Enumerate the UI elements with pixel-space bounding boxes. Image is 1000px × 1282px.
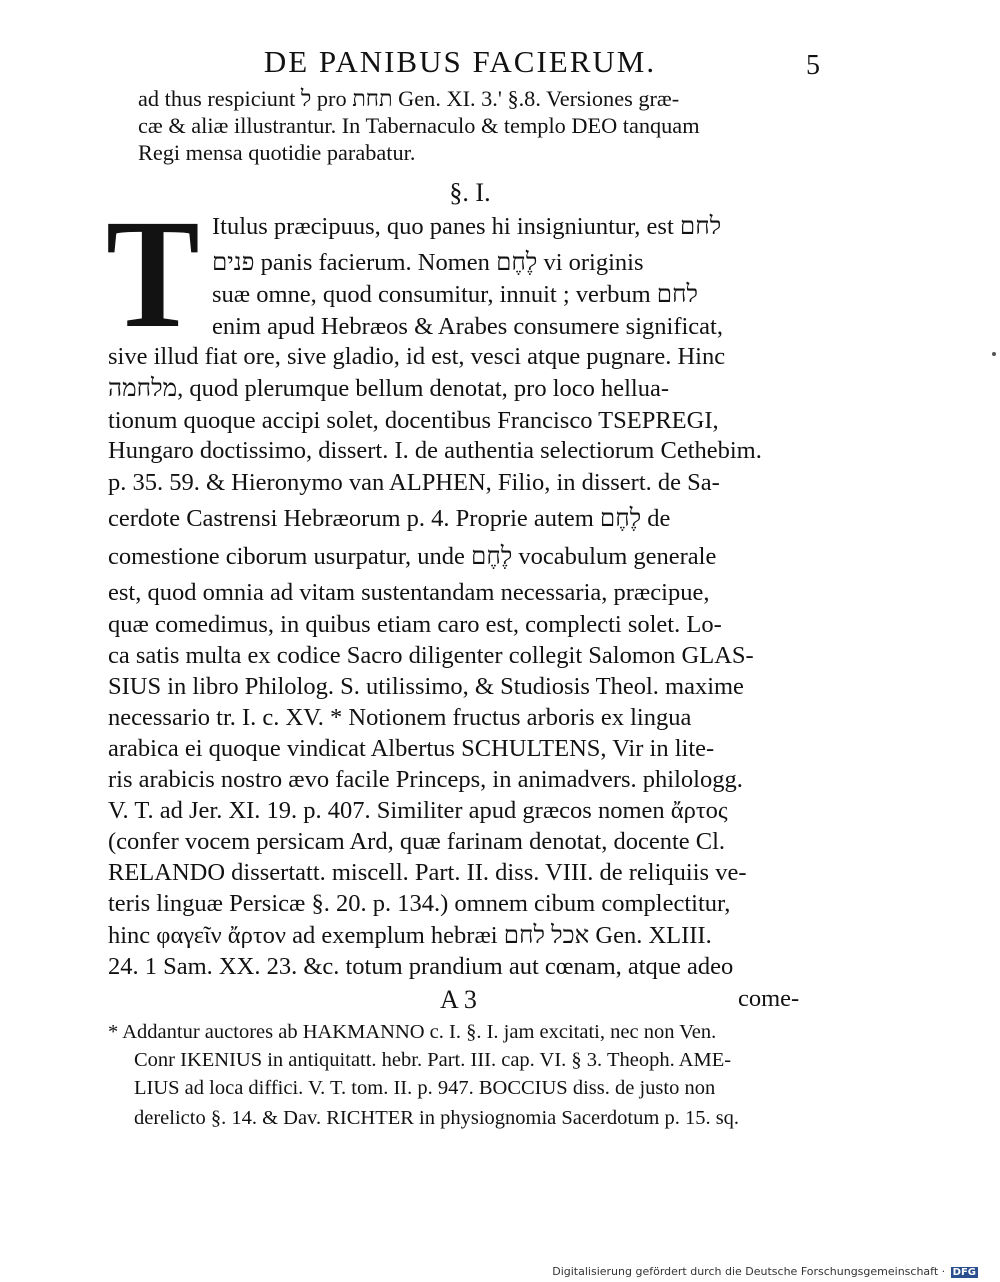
body-line: ca satis multa ex codice Sacro diligenter collegit Salomon GLAS- (108, 642, 754, 669)
body-line: necessario tr. I. c. XV. * Notionem fructus arboris ex lingua (108, 704, 692, 731)
summary-line: Regi mensa quotidie parabatur. (138, 140, 416, 165)
body-line: sive illud fiat ore, sive gladio, id est, vesci atque pugnare. Hinc (108, 343, 726, 370)
summary-line: cæ & aliæ illustrantur. In Tabernaculo & templo DEO tanquam (138, 113, 700, 138)
summary-line: ad thus respiciunt ל pro תחת Gen. XI. 3.' §.8. Versiones græ- (138, 86, 680, 111)
body-line: tionum quoque accipi solet, docentibus Francisco TSEPREGI, (108, 407, 719, 434)
body-line: est, quod omnia ad vitam sustentandam necessaria, præcipue, (108, 579, 710, 606)
scan-speck (992, 352, 996, 356)
footnote-line: LIUS ad loca diffici. V. T. tom. II. p. 947. BOCCIUS diss. de justo non (134, 1077, 716, 1099)
body-line: Itulus præcipuus, quo panes hi insigniuntur, est לחם (212, 213, 722, 240)
signature-mark: A 3 (440, 985, 477, 1014)
body-line: comestione ciborum usurpatur, unde לֶחֶם vocabulum generale (108, 543, 717, 570)
body-line: ris arabicis nostro ævo facile Princeps, in animadvers. philologg. (108, 766, 743, 793)
body-line: RELANDO dissertatt. miscell. Part. II. diss. VIII. de reliquiis ve- (108, 859, 747, 886)
catchword: come- (738, 985, 800, 1012)
section-heading: §. I. (449, 178, 491, 207)
drop-capital: T (106, 187, 200, 360)
body-line: מלחמה, quod plerumque bellum denotat, pro loco hellua- (108, 375, 670, 402)
body-line: p. 35. 59. & Hieronymo van ALPHEN, Filio, in dissert. de Sa- (108, 469, 720, 496)
body-line: suæ omne, quod consumitur, innuit ; verbum לחם (212, 281, 699, 308)
dfg-logo-icon: DFG (952, 1267, 976, 1278)
footnote-line: derelicto §. 14. & Dav. RICHTER in physiognomia Sacerdotum p. 15. sq. (134, 1107, 740, 1129)
credit-text: Digitalisierung gefördert durch die Deutsche Forschungsgemeinschaft · (552, 1265, 946, 1278)
page-number: 5 (806, 50, 820, 81)
body-line: quæ comedimus, in quibus etiam caro est, complecti solet. Lo- (108, 611, 722, 638)
body-line: V. T. ad Jer. XI. 19. p. 407. Similiter apud græcos nomen ἄρτος (108, 797, 728, 824)
body-line: (confer vocem persicam Ard, quæ farinam denotat, docente Cl. (108, 828, 726, 855)
body-line: פנים panis facierum. Nomen לֶחֶם vi originis (212, 249, 644, 276)
body-line: teris linguæ Persicæ §. 20. p. 134.) omnem cibum complectitur, (108, 890, 731, 917)
body-line: enim apud Hebræos & Arabes consumere significat, (212, 313, 723, 340)
footnote-line: * Addantur auctores ab HAKMANNO c. I. §. I. jam excitati, nec non Ven. (108, 1021, 717, 1043)
body-line: Hungaro doctissimo, dissert. I. de authentia selectiorum Cethebim. (108, 437, 762, 464)
digitization-credit (552, 1265, 978, 1278)
body-line: arabica ei quoque vindicat Albertus SCHULTENS, Vir in lite- (108, 735, 715, 762)
running-head-title: DE PANIBUS FACIERUM. (263, 44, 657, 79)
body-line: cerdote Castrensi Hebræorum p. 4. Proprie autem לֶחֶם de (108, 505, 671, 532)
footnote-line: Conr IKENIUS in antiquitatt. hebr. Part. III. cap. VI. § 3. Theoph. AME- (134, 1049, 732, 1071)
body-line: hinc φαγεῖν ἄρτον ad exemplum hebræi אכל לחם Gen. XLIII. (108, 922, 712, 949)
body-line: SIUS in libro Philolog. S. utilissimo, & Studiosis Theol. maxime (108, 673, 744, 700)
body-line: 24. 1 Sam. XX. 23. &c. totum prandium aut cœnam, atque adeo (108, 953, 734, 980)
